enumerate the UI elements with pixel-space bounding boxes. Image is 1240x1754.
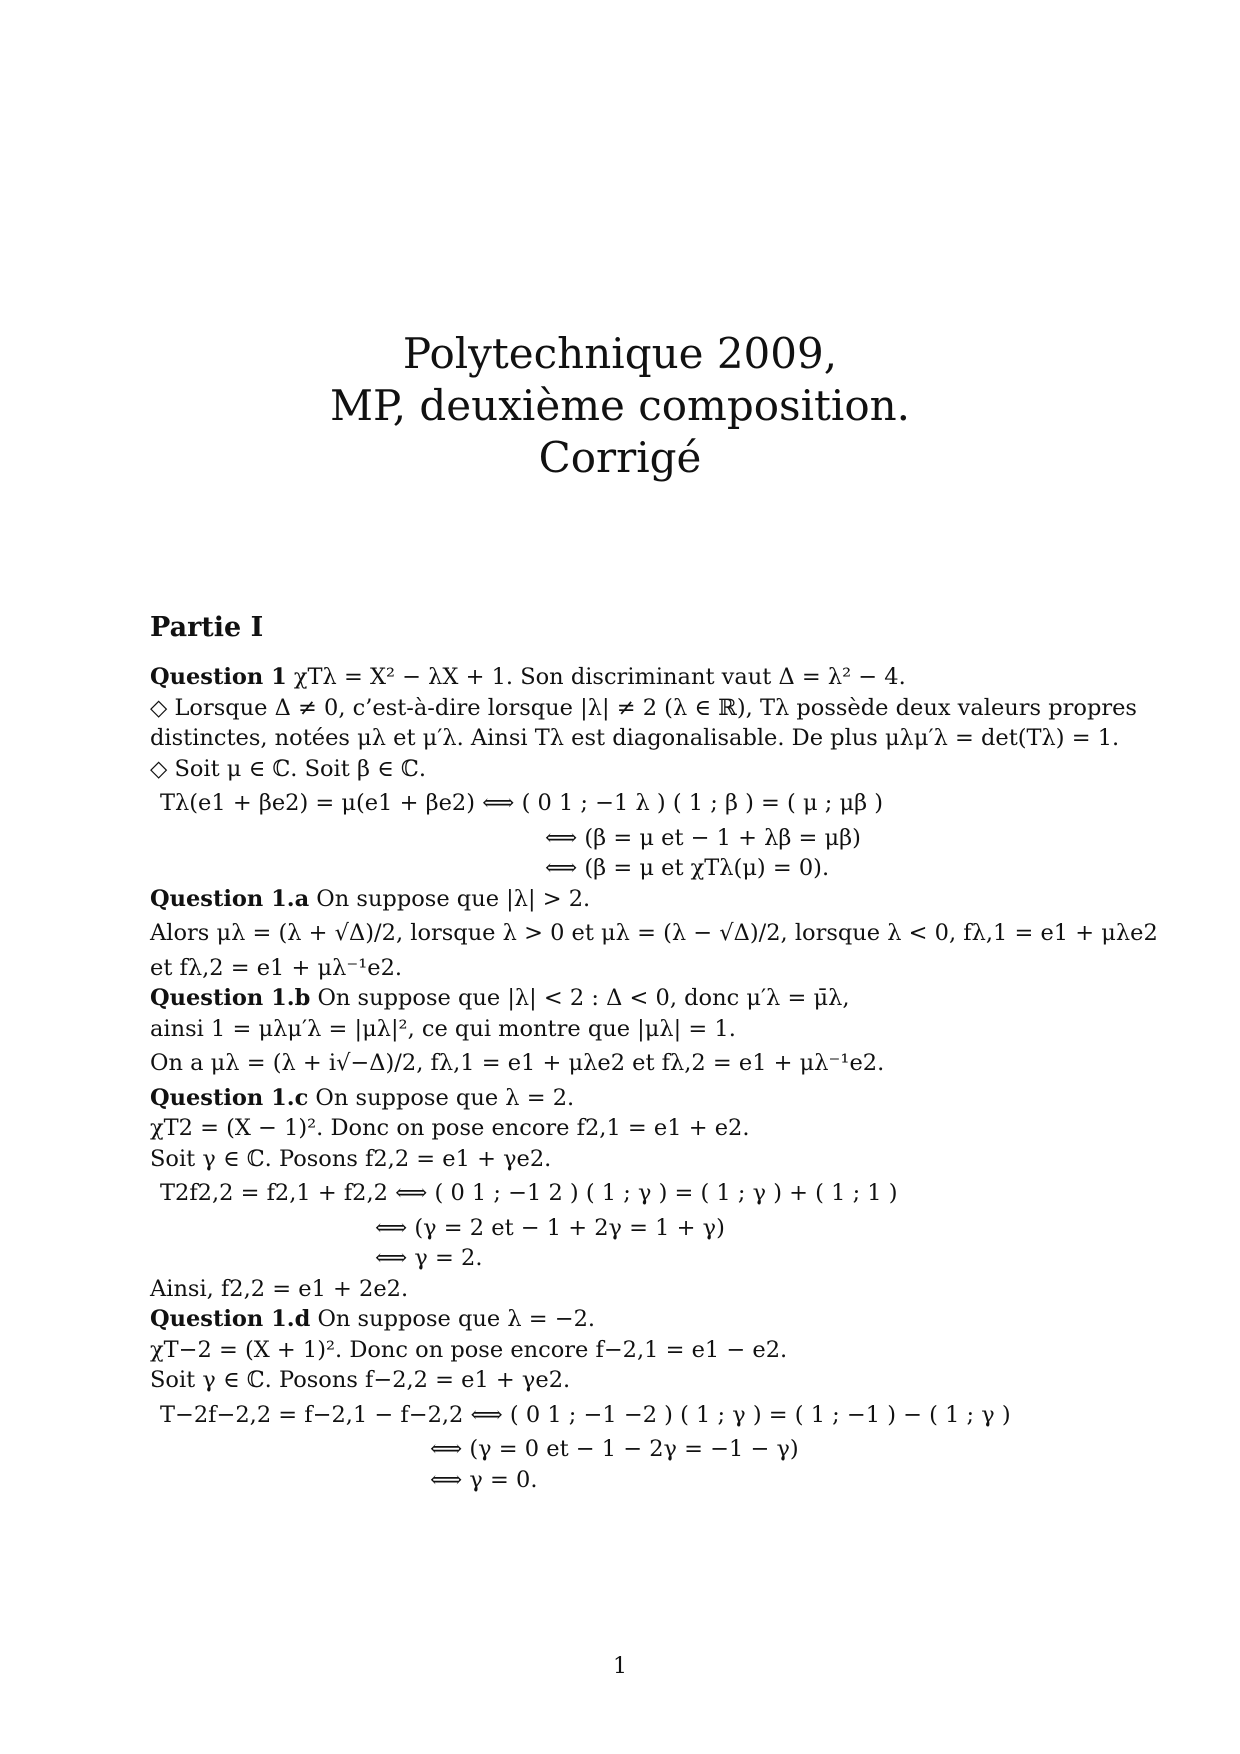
line-text: et fλ,2 = e1 + μλ⁻¹e2.	[150, 954, 403, 981]
text-line	[150, 788, 1080, 819]
text-line	[150, 693, 1137, 724]
line-text: T−2f−2,2 = f−2,1 − f−2,2 ⟺ ( 0 1 ; −1 −2 ) ( 1 ; γ ) = ( 1 ; −1 ) − ( 1 ; γ )	[160, 1401, 1011, 1428]
title-line-2: MP, deuxième composition.	[329, 381, 911, 430]
title-line-1: Polytechnique 2009,	[402, 329, 838, 378]
title-line-3: Corrigé	[538, 433, 702, 482]
text-line	[150, 1465, 1080, 1496]
question-label: Question 1.a	[150, 885, 310, 912]
text-line	[150, 884, 1080, 915]
text-line	[150, 1213, 1080, 1244]
line-text: ◇ Soit μ ∈ ℂ. Soit β ∈ ℂ.	[150, 755, 426, 782]
line-text: On suppose que λ = −2.	[310, 1306, 596, 1332]
question-label: Question 1.b	[150, 985, 311, 1011]
page-number: 1	[613, 1654, 627, 1679]
line-text: ⟺ (γ = 0 et − 1 − 2γ = −1 − γ)	[430, 1436, 799, 1462]
question-label: Question 1.d	[150, 1306, 311, 1332]
line-text: Soit γ ∈ ℂ. Posons f2,2 = e1 + γe2.	[150, 1145, 552, 1172]
line-text: χTλ = X² − λX + 1. Son discriminant vaut Δ = λ² − 4.	[286, 664, 906, 690]
line-text: Alors μλ = (λ + √Δ)/2, lorsque λ > 0 et μλ = (λ − √Δ)/2, lorsque λ < 0, fλ,1 = e1 + μλe2	[150, 920, 1158, 946]
text-line	[150, 1014, 1080, 1045]
text-line	[150, 853, 1080, 884]
question-label: Question 1.c	[150, 1084, 309, 1111]
line-text: distinctes, notées μλ et μ′λ. Ainsi Tλ est diagonalisable. De plus μλμ′λ = det(Tλ) = 1.	[150, 725, 1120, 751]
document-title	[0, 328, 1240, 484]
text-line	[150, 723, 1120, 754]
document-body	[150, 662, 1158, 1495]
line-text: Ainsi, f2,2 = e1 + 2e2.	[150, 1275, 409, 1302]
text-line	[150, 1113, 1080, 1144]
text-line	[150, 1274, 1080, 1305]
line-text: Soit γ ∈ ℂ. Posons f−2,2 = e1 + γe2.	[150, 1367, 571, 1393]
line-text: χT2 = (X − 1)². Donc on pose encore f2,1 = e1 + e2.	[150, 1115, 750, 1141]
line-text: On suppose que |λ| > 2.	[309, 885, 591, 912]
text-line	[150, 823, 1080, 854]
text-line	[150, 1144, 1080, 1175]
text-line	[150, 1304, 1080, 1335]
line-text: ainsi 1 = μλμ′λ = |μλ|², ce qui montre que |μλ| = 1.	[150, 1015, 736, 1042]
line-text: On a μλ = (λ + i√−Δ)/2, fλ,1 = e1 + μλe2 et fλ,2 = e1 + μλ⁻¹e2.	[150, 1050, 885, 1076]
text-line	[150, 1335, 1080, 1366]
text-line	[150, 1083, 1080, 1114]
line-text: T2f2,2 = f2,1 + f2,2 ⟺ ( 0 1 ; −1 2 ) ( 1 ; γ ) = ( 1 ; γ ) + ( 1 ; 1 )	[160, 1180, 898, 1206]
text-line	[150, 662, 1080, 693]
text-line	[150, 1243, 1080, 1274]
section-heading: Partie I	[150, 612, 264, 643]
text-line	[150, 983, 1080, 1014]
text-line	[150, 1434, 1080, 1465]
line-text: ⟺ (β = μ et − 1 + λβ = μβ)	[545, 824, 861, 851]
line-text: ⟺ γ = 0.	[430, 1466, 538, 1493]
line-text: ⟺ (β = μ et χTλ(μ) = 0).	[545, 855, 830, 881]
text-line	[150, 918, 1158, 949]
question-label: Question 1	[150, 664, 287, 690]
text-line	[150, 1400, 1080, 1431]
line-text: Tλ(e1 + βe2) = μ(e1 + βe2) ⟺ ( 0 1 ; −1 λ ) ( 1 ; β ) = ( μ ; μβ )	[160, 790, 884, 816]
line-text: ◇ Lorsque Δ ≠ 0, c’est-à-dire lorsque |λ| ≠ 2 (λ ∈ ℝ), Tλ possède deux valeurs propres	[150, 694, 1137, 721]
text-line	[150, 1365, 1080, 1396]
text-line	[150, 1178, 1080, 1209]
text-line	[150, 754, 1080, 785]
text-line	[150, 953, 1080, 984]
line-text: On suppose que |λ| < 2 : Δ < 0, donc μ′λ = μ̄λ,	[310, 985, 850, 1011]
line-text: On suppose que λ = 2.	[308, 1084, 575, 1111]
line-text: ⟺ γ = 2.	[375, 1245, 483, 1271]
line-text: ⟺ (γ = 2 et − 1 + 2γ = 1 + γ)	[375, 1214, 725, 1241]
line-text: χT−2 = (X + 1)². Donc on pose encore f−2,1 = e1 − e2.	[150, 1336, 788, 1363]
text-line	[150, 1048, 1080, 1079]
